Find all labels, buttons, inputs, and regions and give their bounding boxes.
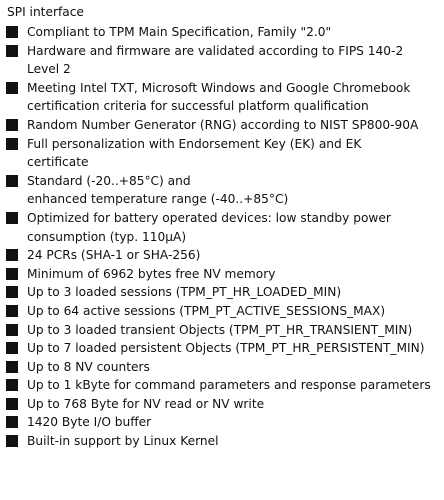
feature-text-line: 1420 Byte I/O buffer	[27, 415, 152, 430]
feature-text-line: Compliant to TPM Main Specification, Family "2.0"	[27, 25, 332, 39]
feature-text-line: Up to 768 Byte for NV read or NV write	[27, 396, 265, 411]
square-bullet-icon	[6, 268, 18, 280]
feature-text-line: certificate	[27, 155, 89, 170]
feature-text-line: Up to 1 kByte for command parameters and response parameters	[27, 378, 431, 393]
square-bullet-icon	[6, 324, 18, 336]
feature-item	[0, 135, 437, 172]
feature-item	[0, 339, 437, 358]
feature-item	[0, 209, 437, 246]
feature-text-line: Random Number Generator (RNG) according to NIST SP800-90A	[27, 117, 419, 132]
square-bullet-icon	[6, 138, 18, 150]
feature-text-line: consumption (typ. 110µA)	[27, 229, 187, 244]
feature-text-line: enhanced temperature range (-40..+85°C)	[27, 192, 289, 207]
feature-text-line: Up to 64 active sessions (TPM_PT_ACTIVE_SESSIONS_MAX)	[27, 303, 386, 318]
square-bullet-icon	[6, 398, 18, 410]
feature-item	[0, 395, 437, 414]
feature-text-line: Hardware and firmware are validated according to FIPS 140-2	[27, 43, 404, 58]
feature-item	[0, 283, 437, 302]
feature-text-line: Full personalization with Endorsement Key (EK) and EK	[27, 136, 362, 151]
feature-text-line: Meeting Intel TXT, Microsoft Windows and Google Chromebook	[27, 80, 411, 95]
feature-item	[0, 358, 437, 377]
square-bullet-icon	[6, 342, 18, 354]
feature-item	[0, 79, 437, 116]
square-bullet-icon	[6, 286, 18, 298]
feature-text-line: Optimized for battery operated devices: low standby power	[27, 210, 391, 225]
feature-text-line: Standard (-20..+85°C) and	[27, 173, 191, 188]
feature-item	[0, 116, 437, 135]
square-bullet-icon	[6, 416, 18, 428]
feature-text-line: Up to 7 loaded persistent Objects (TPM_PT_HR_PERSISTENT_MIN)	[27, 341, 425, 356]
feature-item	[0, 321, 437, 340]
feature-text-line: Up to 3 loaded transient Objects (TPM_PT_HR_TRANSIENT_MIN)	[27, 322, 413, 337]
feature-text-line: 24 PCRs (SHA-1 or SHA-256)	[27, 248, 201, 263]
square-bullet-icon	[6, 45, 18, 57]
intro-text: SPI interface	[7, 5, 84, 19]
square-bullet-icon	[6, 119, 18, 131]
feature-item	[0, 172, 437, 209]
feature-text-line: certification criteria for successful platform qualification	[27, 99, 369, 114]
square-bullet-icon	[6, 249, 18, 261]
square-bullet-icon	[6, 212, 18, 224]
square-bullet-icon	[6, 305, 18, 317]
feature-item	[0, 413, 437, 432]
feature-item	[0, 42, 437, 79]
feature-text-line: Built-in support by Linux Kernel	[27, 434, 219, 449]
square-bullet-icon	[6, 26, 18, 38]
feature-item	[0, 376, 437, 395]
square-bullet-icon	[6, 435, 18, 447]
square-bullet-icon	[6, 379, 18, 391]
feature-item	[0, 23, 437, 42]
feature-list	[0, 23, 444, 451]
feature-text-line: Minimum of 6962 bytes free NV memory	[27, 266, 276, 281]
feature-text-line: Up to 8 NV counters	[27, 359, 150, 374]
feature-item	[0, 246, 437, 265]
feature-item	[0, 432, 437, 451]
square-bullet-icon	[6, 82, 18, 94]
square-bullet-icon	[6, 175, 18, 187]
feature-text-line: Up to 3 loaded sessions (TPM_PT_HR_LOADED_MIN)	[27, 285, 342, 300]
feature-text-line: Level 2	[27, 62, 71, 77]
feature-item	[0, 302, 437, 321]
feature-item	[0, 265, 437, 284]
square-bullet-icon	[6, 361, 18, 373]
